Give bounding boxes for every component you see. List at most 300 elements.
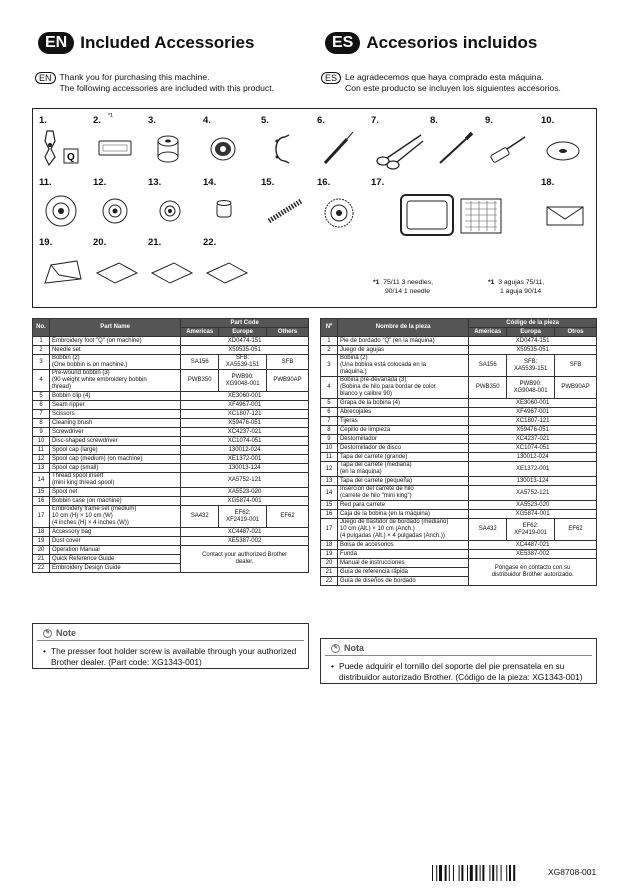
part-name-line: Tijeras xyxy=(339,417,358,424)
row-number: 16 xyxy=(321,510,338,519)
part-code-americas: SA432 xyxy=(181,506,219,528)
row-number: 4 xyxy=(33,370,50,392)
table-row xyxy=(33,528,309,537)
row-number: 22 xyxy=(33,564,50,573)
row-number: 16 xyxy=(33,497,50,506)
scissors-icon xyxy=(371,127,431,172)
part-name xyxy=(337,486,468,501)
part-name-line: Embroidery frame set (medium) xyxy=(51,506,137,512)
accessory-spool-net xyxy=(261,177,311,237)
row-number: 5 xyxy=(33,392,50,401)
part-name xyxy=(49,473,180,488)
barcode-bar xyxy=(445,865,447,881)
footnote-mark: *1 xyxy=(488,279,495,286)
part-code: XF4967-001 xyxy=(469,408,597,417)
part-code-americas: SA156 xyxy=(181,355,219,370)
part-name-line: blanco y calibre 90) xyxy=(339,391,392,397)
spool-cap-medium-icon xyxy=(93,189,143,234)
barcode-bar xyxy=(439,865,442,881)
part-code: XE5387-002 xyxy=(469,550,597,559)
row-number: 1 xyxy=(33,337,50,346)
row-number: 20 xyxy=(321,559,338,568)
contact-dealer-note xyxy=(469,559,597,586)
row-number: 2 xyxy=(321,346,338,355)
part-name xyxy=(49,428,180,437)
accessory-scissors xyxy=(371,115,431,175)
part-code-others: SFB xyxy=(555,355,597,377)
table-row xyxy=(321,399,597,408)
col-header-europe: Europe xyxy=(219,328,267,337)
accessory-number: 8. xyxy=(430,115,438,126)
part-name xyxy=(337,444,468,453)
accessory-cleaning-brush xyxy=(430,115,480,175)
part-code: XC4237-021 xyxy=(181,428,309,437)
intro-line-2-es: Con este producto se incluyen los siguientes accesorios. xyxy=(345,83,561,93)
page-title-en: Included Accessories xyxy=(80,33,255,52)
part-code: XC4487-021 xyxy=(469,541,597,550)
part-name-line: Guía de referencia rápida xyxy=(339,568,408,575)
part-name-line: Pie de bordado "Q" (en la máquina) xyxy=(339,337,435,344)
needle-footnote-es xyxy=(488,279,544,296)
header-en xyxy=(38,30,254,56)
part-name xyxy=(337,501,468,510)
part-code-americas: SA432 xyxy=(469,519,507,541)
row-number: 22 xyxy=(321,577,338,586)
barcode-bar xyxy=(467,865,468,881)
table-row xyxy=(321,377,597,399)
row-number: 8 xyxy=(33,419,50,428)
part-name xyxy=(337,346,468,355)
cleaning-brush-icon xyxy=(430,127,480,172)
intro-es xyxy=(321,72,611,94)
table-row xyxy=(321,426,597,435)
table-row xyxy=(33,370,309,392)
design-guide-icon xyxy=(203,249,253,294)
table-row xyxy=(33,437,309,446)
part-name-line: Quick Reference Guide xyxy=(51,555,115,562)
accessory-number: 5. xyxy=(261,115,269,126)
part-code-line: EF62: xyxy=(234,509,251,516)
barcode-bar xyxy=(501,865,502,881)
accessory-bag-icon xyxy=(541,189,591,234)
embroidery-frame-icon xyxy=(371,189,521,244)
disc-screwdriver-icon xyxy=(541,127,591,172)
col-header-others: Others xyxy=(267,328,309,337)
contact-line: Contact your authorized Brother xyxy=(202,552,288,558)
part-code-line: SFB: xyxy=(523,358,538,365)
part-name-line: (Una bobina está colocada en la xyxy=(339,362,427,368)
part-name-line: Screwdriver xyxy=(51,428,84,435)
lang-badge-en: EN xyxy=(38,32,74,54)
intro-lang-tag-es: ES xyxy=(321,72,341,84)
part-code: XC4237-021 xyxy=(469,435,597,444)
row-number: 5 xyxy=(321,399,338,408)
part-code-line: PWB90: xyxy=(231,373,254,380)
accessory-number: 12. xyxy=(93,177,107,188)
note-box-en xyxy=(32,623,309,669)
part-name xyxy=(49,488,180,497)
prewound-bobbin-icon xyxy=(203,127,253,172)
part-code-line: XG9048-001 xyxy=(513,387,548,394)
part-code: XD0474-151 xyxy=(469,337,597,346)
row-number: 18 xyxy=(33,528,50,537)
row-number: 18 xyxy=(321,541,338,550)
part-name-line: Spool net xyxy=(51,488,78,495)
table-row xyxy=(33,419,309,428)
part-name-line: Guía de diseños de bordado xyxy=(339,577,416,584)
part-name xyxy=(49,455,180,464)
table-row xyxy=(33,497,309,506)
barcode-bar xyxy=(453,865,454,881)
row-number: 14 xyxy=(33,473,50,488)
part-name xyxy=(49,464,180,473)
accessory-number: 7. xyxy=(371,115,379,126)
table-row xyxy=(321,337,597,346)
accessory-embroidery-foot xyxy=(39,115,89,175)
barcode-bar xyxy=(513,865,515,881)
accessory-disc-screwdriver xyxy=(541,115,591,175)
part-name xyxy=(49,346,180,355)
memo-icon: ✎ xyxy=(44,629,51,636)
accessory-quick-reference-guide xyxy=(148,237,198,297)
table-row xyxy=(33,337,309,346)
part-name-line: Manual de instrucciones xyxy=(339,559,405,566)
part-name xyxy=(49,564,180,573)
row-number: 17 xyxy=(321,519,338,541)
barcode-bar xyxy=(459,865,460,881)
row-number: 21 xyxy=(33,555,50,564)
row-number: 19 xyxy=(321,550,338,559)
row-number: 9 xyxy=(321,435,338,444)
part-name-line: Red para carrete xyxy=(339,501,385,508)
part-name-line: Bobina (2) xyxy=(339,355,368,361)
part-code-americas: PWB350 xyxy=(181,370,219,392)
part-name xyxy=(337,408,468,417)
barcode-bar xyxy=(506,865,507,881)
part-code-americas: SA156 xyxy=(469,355,507,377)
note-text-es: • Puede adquirir el tornillo del soporte del pie prensatela en su distribuidor autorizado Brother. (Código de la pieza: XG1343-001) xyxy=(331,661,586,683)
table-row xyxy=(321,417,597,426)
spool-cap-large-icon xyxy=(39,189,89,234)
part-name xyxy=(49,555,180,564)
accessory-thread-spool-insert xyxy=(203,177,253,237)
part-name-line: Spool cap (small) xyxy=(51,464,99,471)
part-name-line: Juego de agujas xyxy=(339,346,384,353)
accessory-number: 17. xyxy=(371,177,385,188)
accessory-number: 14. xyxy=(203,177,217,188)
part-name xyxy=(337,426,468,435)
part-code: 130013-124 xyxy=(469,477,597,486)
part-name-line: máquina.) xyxy=(339,369,367,375)
part-code: XE1372-001 xyxy=(181,455,309,464)
intro-lang-tag-en: EN xyxy=(35,72,56,84)
accessory-spool-cap-medium xyxy=(93,177,143,237)
part-name-line: Needle set xyxy=(51,346,81,353)
part-name-line: Embroidery foot "Q" (on machine) xyxy=(51,337,142,344)
intro-line-1-es: Le agradecemos que haya comprado esta máquina. xyxy=(345,72,544,82)
table-row xyxy=(321,462,597,477)
part-name-line: Bobbin case (on machine) xyxy=(51,497,122,504)
part-name-line: (en la máquina) xyxy=(339,469,382,475)
part-name-line: Grapa de la bobina (4) xyxy=(339,399,400,406)
accessory-number: 20. xyxy=(93,237,107,248)
table-row xyxy=(321,519,597,541)
col-header-americas: Américas xyxy=(469,328,507,337)
table-row xyxy=(33,464,309,473)
part-code: XE5387-002 xyxy=(181,537,309,546)
part-name-line: Spool cap (medium) (on machine) xyxy=(51,455,143,462)
table-row xyxy=(33,506,309,528)
table-row xyxy=(321,477,597,486)
parts-table-en xyxy=(32,318,309,573)
accessory-number: 15. xyxy=(261,177,275,188)
part-name xyxy=(49,337,180,346)
accessory-accessory-bag xyxy=(541,177,591,237)
row-number: 21 xyxy=(321,568,338,577)
barcode-bar xyxy=(480,865,481,881)
table-row xyxy=(33,455,309,464)
part-name xyxy=(337,477,468,486)
contact-line: distribuidor Brother autorizado. xyxy=(491,572,574,578)
part-code: 130012-024 xyxy=(181,446,309,455)
accessory-number: 21. xyxy=(148,237,162,248)
part-name xyxy=(337,337,468,346)
row-number: 6 xyxy=(321,408,338,417)
table-row xyxy=(33,346,309,355)
barcode-bar xyxy=(482,865,484,881)
part-code: X59535-051 xyxy=(181,346,309,355)
part-name xyxy=(49,410,180,419)
part-code-europe xyxy=(219,506,267,528)
dust-cover-icon xyxy=(39,249,89,294)
part-name xyxy=(49,537,180,546)
part-name-line: Operation Manual xyxy=(51,546,100,553)
part-code: XC1807-121 xyxy=(181,410,309,419)
part-name xyxy=(337,519,468,541)
part-code: XC1807-121 xyxy=(469,417,597,426)
part-name-line: Tapa del carrete (grande) xyxy=(339,453,408,460)
row-number: 11 xyxy=(321,453,338,462)
part-name xyxy=(49,370,180,392)
part-name xyxy=(337,510,468,519)
part-code: XG5874-001 xyxy=(181,497,309,506)
part-name-line: Funda xyxy=(339,550,357,557)
row-number: 8 xyxy=(321,426,338,435)
part-name-line: Seam ripper xyxy=(51,401,85,408)
row-number: 11 xyxy=(33,446,50,455)
footnote-line-2: 90/14 1 needle xyxy=(385,287,430,295)
accessory-number: 4. xyxy=(203,115,211,126)
part-code-line: SFB: xyxy=(235,355,250,361)
part-name xyxy=(49,506,180,528)
part-name-line: Bolsa de accesorios xyxy=(339,541,394,548)
col-header-europe: Europa xyxy=(507,328,555,337)
part-name-line: (One bobbin is on machine.) xyxy=(51,362,128,368)
row-number: 6 xyxy=(33,401,50,410)
row-number: 3 xyxy=(33,355,50,370)
col-header-no: No. xyxy=(33,319,50,337)
part-code: XC1074-051 xyxy=(469,444,597,453)
barcode-graphic xyxy=(432,865,544,881)
needle-footnote-en xyxy=(373,279,433,296)
table-row xyxy=(321,550,597,559)
accessory-number: 2. xyxy=(93,115,101,126)
col-header-part-code: Part Code xyxy=(181,319,309,328)
accessory-number: 9. xyxy=(485,115,493,126)
bobbin-icon xyxy=(148,127,198,172)
part-name xyxy=(49,446,180,455)
part-name xyxy=(49,437,180,446)
row-number: 4 xyxy=(321,377,338,399)
part-name-line: (90 weight white embroidery bobbin xyxy=(51,377,147,383)
col-header-part-name: Nombre de la pieza xyxy=(337,319,468,337)
part-name xyxy=(49,401,180,410)
col-header-americas: Americas xyxy=(181,328,219,337)
part-name-line: Cleaning brush xyxy=(51,419,93,426)
part-code-line: XF2419-001 xyxy=(226,516,260,523)
barcode-bar xyxy=(489,865,490,881)
part-name-line: (Bobina de hilo para bordar de color xyxy=(339,384,436,390)
table-row xyxy=(321,501,597,510)
note-title: Note xyxy=(56,628,76,638)
seam-ripper-icon xyxy=(317,127,367,172)
part-code-europe xyxy=(507,519,555,541)
table-row xyxy=(33,428,309,437)
table-row xyxy=(321,346,597,355)
embroidery-foot-icon xyxy=(39,127,89,172)
barcode-bar xyxy=(509,865,511,881)
row-number: 10 xyxy=(33,437,50,446)
part-code-others: SFB xyxy=(267,355,309,370)
part-name-line: Disc-shaped screwdriver xyxy=(51,437,118,444)
contact-dealer-note xyxy=(181,546,309,573)
needle-case-icon xyxy=(93,127,143,172)
table-row xyxy=(33,410,309,419)
row-number: 19 xyxy=(33,537,50,546)
spool-net-icon xyxy=(261,189,311,234)
table-row xyxy=(33,392,309,401)
part-name-line: Scissors xyxy=(51,410,75,417)
part-name xyxy=(49,392,180,401)
accessory-operation-manual xyxy=(93,237,143,297)
part-code: X59476-051 xyxy=(181,419,309,428)
table-row xyxy=(321,408,597,417)
part-name-line: Dust cover xyxy=(51,537,81,544)
accessory-number: 16. xyxy=(317,177,331,188)
intro-line-2-en: The following accessories are included with this product. xyxy=(59,83,274,93)
accessory-bobbin-clip xyxy=(261,115,311,175)
part-name xyxy=(49,355,180,370)
barcode-bar xyxy=(461,865,463,881)
note-text-en: • The presser foot holder screw is available through your authorized Brother dealer. (Part code: XG1343-001) xyxy=(43,646,298,668)
accessory-embroidery-frame-set xyxy=(371,177,521,237)
part-name-line: 10 cm (H) × 10 cm (W) xyxy=(51,513,113,519)
accessory-bobbin-case xyxy=(317,177,367,237)
intro-en xyxy=(35,72,315,94)
manual-book-icon xyxy=(93,249,143,294)
accessory-number: 10. xyxy=(541,115,555,126)
part-name-line: Bobbin (2) xyxy=(51,355,80,361)
table-row xyxy=(33,355,309,370)
lang-badge-es: ES xyxy=(325,32,360,54)
part-name xyxy=(337,417,468,426)
col-header-part-name: Part Name xyxy=(49,319,180,337)
spool-cap-small-icon xyxy=(148,189,198,234)
table-row xyxy=(33,488,309,497)
table-row xyxy=(33,537,309,546)
part-name xyxy=(337,377,468,399)
part-code-line: XA5539-151 xyxy=(513,365,548,372)
contact-line: Póngase en contacto con su xyxy=(494,565,571,571)
part-code-americas: PWB350 xyxy=(469,377,507,399)
col-header-part-code: Código de la pieza xyxy=(469,319,597,328)
part-name xyxy=(337,559,468,568)
document-number: XG8708-001 xyxy=(548,867,597,877)
footnote-mark: *1 xyxy=(373,279,380,286)
intro-line-1-en: Thank you for purchasing this machine. xyxy=(59,72,210,82)
part-code: XE1372-001 xyxy=(469,462,597,477)
part-code-others: PWB90AP xyxy=(267,370,309,392)
part-name xyxy=(337,355,468,377)
row-number: 1 xyxy=(321,337,338,346)
part-code: X59476-051 xyxy=(469,426,597,435)
contact-line: dealer. xyxy=(235,559,254,565)
accessory-screwdriver xyxy=(485,115,535,175)
part-code-line: EF62: xyxy=(522,522,539,529)
screwdriver-icon xyxy=(485,127,535,172)
part-name-line: Inserción del carrete de hilo xyxy=(339,486,414,492)
part-code-europe xyxy=(507,377,555,399)
accessory-needle-set xyxy=(93,115,143,175)
part-name-line: Bobina pre-devanada (3) xyxy=(339,377,407,383)
table-row xyxy=(33,546,309,555)
barcode-bar xyxy=(492,865,494,881)
part-name xyxy=(337,541,468,550)
part-name xyxy=(49,497,180,506)
part-code-europe xyxy=(219,370,267,392)
accessory-number: 18. xyxy=(541,177,555,188)
part-name-line: (mini king thread spool) xyxy=(51,480,115,486)
note-header xyxy=(37,624,304,641)
part-name xyxy=(337,435,468,444)
page-title-es: Accesorios incluidos xyxy=(366,33,538,52)
part-code: XA5752-121 xyxy=(181,473,309,488)
row-number: 7 xyxy=(33,410,50,419)
part-name-line: 10 cm (Alt.) × 10 cm (Anch.) xyxy=(339,526,415,532)
accessory-spool-cap-small xyxy=(148,177,198,237)
row-number: 17 xyxy=(33,506,50,528)
part-code: XA5523-020 xyxy=(181,488,309,497)
accessory-embroidery-design-guide xyxy=(203,237,253,297)
part-code-others: EF62 xyxy=(267,506,309,528)
part-name-line: Abrecojales xyxy=(339,408,372,415)
part-code: XA5523-020 xyxy=(469,501,597,510)
row-number: 15 xyxy=(321,501,338,510)
part-name xyxy=(337,568,468,577)
part-code-others: PWB90AP xyxy=(555,377,597,399)
row-number: 7 xyxy=(321,417,338,426)
part-code-line: XF2419-001 xyxy=(514,529,548,536)
bobbin-case-icon xyxy=(317,189,367,234)
table-row xyxy=(321,486,597,501)
part-code: XC4487-021 xyxy=(181,528,309,537)
barcode-bar xyxy=(436,865,437,881)
row-number: 3 xyxy=(321,355,338,377)
part-code: XE3060-001 xyxy=(181,392,309,401)
accessory-number: 3. xyxy=(148,115,156,126)
row-number: 13 xyxy=(321,477,338,486)
part-name xyxy=(49,528,180,537)
